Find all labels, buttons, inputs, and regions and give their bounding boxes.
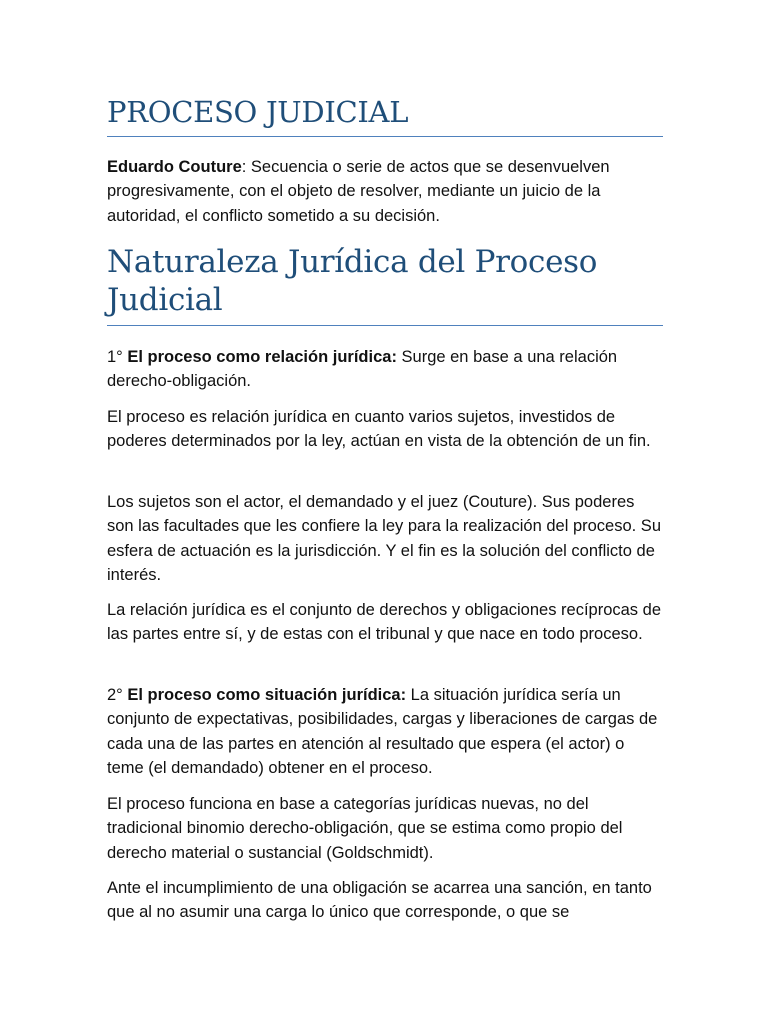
p1-prefix: 1° <box>107 348 128 366</box>
paragraph-2: El proceso es relación jurídica en cuanto varios sujetos, investidos de poderes determinados por la ley, actúan en vista de la obtención de un fin. <box>107 408 651 451</box>
p5-prefix: 2° <box>107 686 128 704</box>
section-heading: Naturaleza Jurídica del Proceso Judicial <box>107 244 598 318</box>
p1-text: Surge en base a una relación derecho-obligación. <box>107 348 618 391</box>
p1-bold: El proceso como relación jurídica: <box>127 348 397 366</box>
intro-text: : Secuencia o serie de actos que se desenvuelven progresivamente, con el objeto de resolver, mediante un juicio de la autoridad, el conflicto sometido a su decisión. <box>107 158 610 225</box>
intro-paragraph <box>107 155 663 228</box>
paragraph-6: El proceso funciona en base a categorías jurídicas nuevas, no del tradicional binomio derecho-obligación, que se estima como propio del derecho material o sustancial (Goldschmidt). <box>107 795 623 862</box>
page-title: PROCESO JUDICIAL <box>107 95 409 129</box>
p5-bold: El proceso como situación jurídica: <box>127 686 407 704</box>
paragraph-4: La relación jurídica es el conjunto de derechos y obligaciones recíprocas de las partes entre sí, y de estas con el tribunal y que nace en todo proceso. <box>107 601 661 644</box>
paragraph-relacion-juridica <box>107 345 663 394</box>
section-heading-underline <box>107 325 663 326</box>
paragraph-situacion-juridica <box>107 683 663 781</box>
paragraph-7: Ante el incumplimiento de una obligación se acarrea una sanción, en tanto que al no asumir una carga lo único que corresponde, o que se <box>107 879 652 922</box>
paragraph-3: Los sujetos son el actor, el demandado y el juez (Couture). Sus poderes son las facultades que les confiere la ley para la realización del proceso. Su esfera de actuación es la jurisdicción. Y el fin es la solución del conflicto de interés. <box>107 493 661 585</box>
intro-author: Eduardo Couture <box>107 158 242 176</box>
p5-text: La situación jurídica sería un conjunto de expectativas, posibilidades, cargas y liberaciones de cargas de cada una de las partes en atención al resultado que espera (el actor) o teme (el demandado) obtener en el proceso. <box>107 686 658 778</box>
title-underline <box>107 136 663 137</box>
